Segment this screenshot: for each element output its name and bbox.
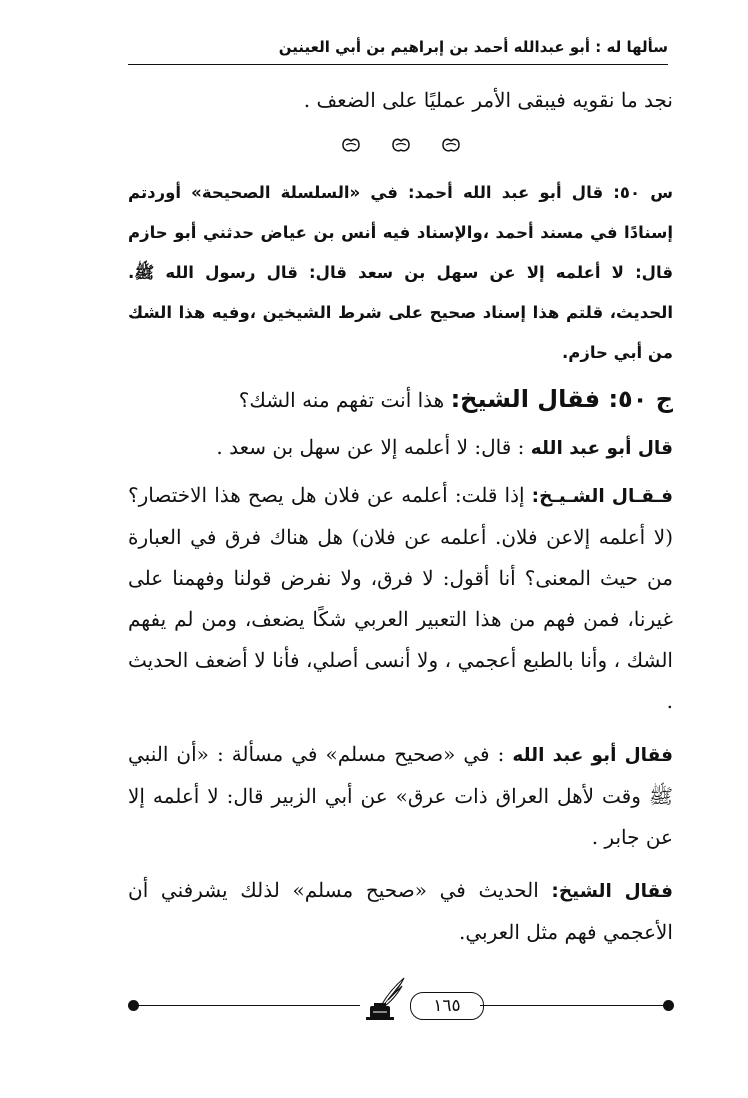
- answer-text: : قال: لا أعلمه إلا عن سهل بن سعد .: [216, 435, 531, 459]
- answer-text: إذا قلت: أعلمه عن فلان هل يصح هذا الاختصار؟ (لا أعلمه إلاعن فلان. أعلمه عن فلان) هل هناك فرق في العبارة من حيث المعنى؟ أنا أقول: لا فرق، ولا نفرض قولنا وفهمنا على غيرنا، فمن فهم من هذا التعبير العربي شكًا يضعف، ومن لم يفهم الشك ، وأنا بالطبع أعجمي ، ولا أنسى أصلي، فأنا لا أضعف الحديث .: [128, 483, 673, 713]
- paragraph-continuation: نجد ما نقويه فيبقى الأمر عمليًا على الضعف .: [303, 88, 673, 112]
- speaker-lead: قال أبو عبد الله: [530, 438, 673, 459]
- speaker-lead: فقال الشيخ:: [551, 881, 673, 902]
- footer-rule-right: [480, 1005, 668, 1006]
- answer-text: : في «صحيح مسلم» في مسألة : «أن النبي ﷺ وقت لأهل العراق ذات عرق» عن أبي الزبير قال: لا أعلمه إلا عن جابر .: [128, 742, 673, 849]
- page-body: [128, 80, 673, 953]
- inkwell-quill-icon: [358, 974, 408, 1022]
- answer-paragraph: [128, 475, 673, 722]
- answer-paragraph: [128, 870, 673, 953]
- speaker-lead: فقال أبو عبد الله: [512, 745, 673, 766]
- answer-paragraph: [128, 734, 673, 858]
- header-rule: [128, 64, 668, 65]
- section-separator: [128, 123, 673, 167]
- question-paragraph: س ٥٠: قال أبو عبد الله أحمد: في «السلسلة الصحيحة» أوردتم إسنادًا في مسند أحمد ،والإسناد فيه أنس بن عياض حدثني أبو حازم قال: لا أعلمه إلا عن سهل بن سعد قال: قال رسول الله ﷺ. الحديث، قلتم هذا إسناد صحيح على شرط الشيخين ،وفيه هذا الشك من أبي حازم.: [128, 183, 673, 362]
- flower-icon: [340, 136, 362, 154]
- flower-icon: [440, 136, 462, 154]
- speaker-lead: فـقـال الشـيـخ:: [531, 486, 674, 507]
- answer-text: الحديث في «صحيح مسلم» لذلك يشرفني أن الأعجمي فهم مثل العربي.: [128, 878, 673, 944]
- answer-lead: ج ٥٠: فقال الشيخ:: [450, 385, 673, 413]
- page-number: ١٦٥: [410, 992, 484, 1020]
- answer-text: هذا أنت تفهم منه الشك؟: [238, 388, 451, 412]
- answer-paragraph: [128, 427, 673, 469]
- page-footer: [128, 986, 676, 1026]
- footer-rule-left: [134, 1005, 360, 1006]
- footer-dot-right: [663, 1000, 674, 1011]
- flower-icon: [390, 136, 412, 154]
- answer-paragraph: [128, 379, 673, 421]
- running-header: سألها له : أبو عبدالله أحمد بن إبراهيم بن أبي العينين: [278, 38, 668, 56]
